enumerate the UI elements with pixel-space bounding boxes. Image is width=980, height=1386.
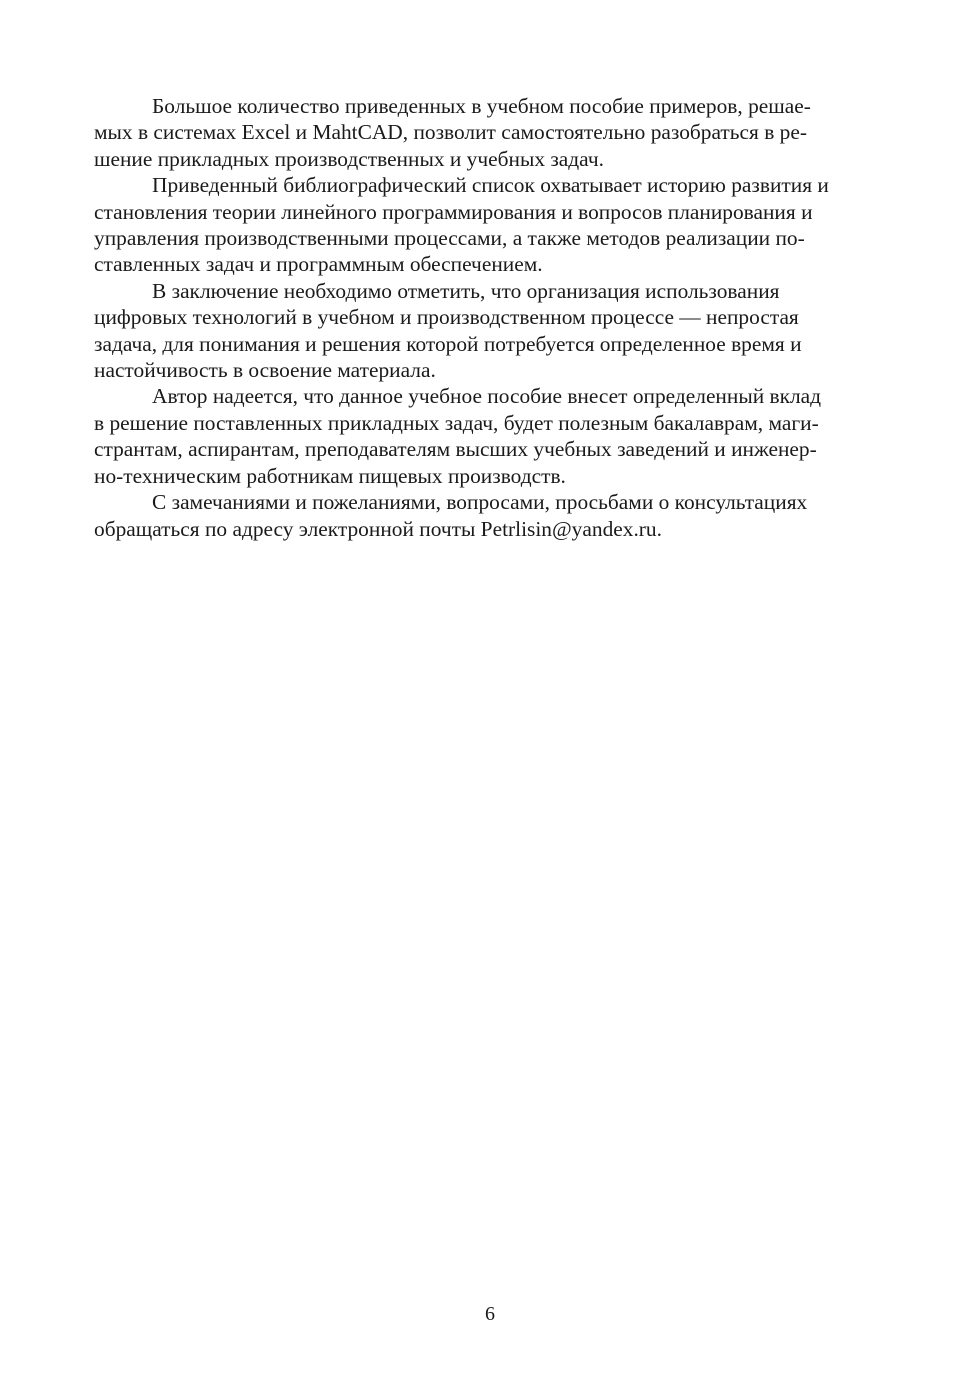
paragraph-bibliography: Приведенный библиографический список охватывает историю развития и становления теории линейного программирования и вопросов планирования и управления производственными процессами, а также методов реализации по- ставленных задач и программным обеспечением. [94,173,829,277]
paragraph-contact: С замечаниями и пожеланиями, вопросами, просьбами о консультациях обращаться по адресу электронной почты Petrlisin@yandex.ru. [94,490,808,541]
body-text [94,93,886,542]
paragraph-conclusion: В заключение необходимо отметить, что организация использования цифровых технологий в учебном и производственном процессе — непростая задача, для понимания и решения которой потребуется определенное время и настойчивость в освоение материала. [94,278,802,383]
paragraph-examples: Большое количество приведенных в учебном пособие примеров, решае- мых в системах Excel и MahtCAD, позволит самостоятельно разобраться в ре- шение прикладных производственных и учебных задач. [94,94,811,171]
paragraph-author-hopes: Автор надеется, что данное учебное пособие внесет определенный вклад в решение поставленных прикладных задач, будет полезным бакалаврам, маги- странтам, аспирантам, преподавателям высших учебных заведений и инженер- но-техническим работникам пищевых производств. [94,384,822,488]
page-number: 6 [485,1303,495,1325]
